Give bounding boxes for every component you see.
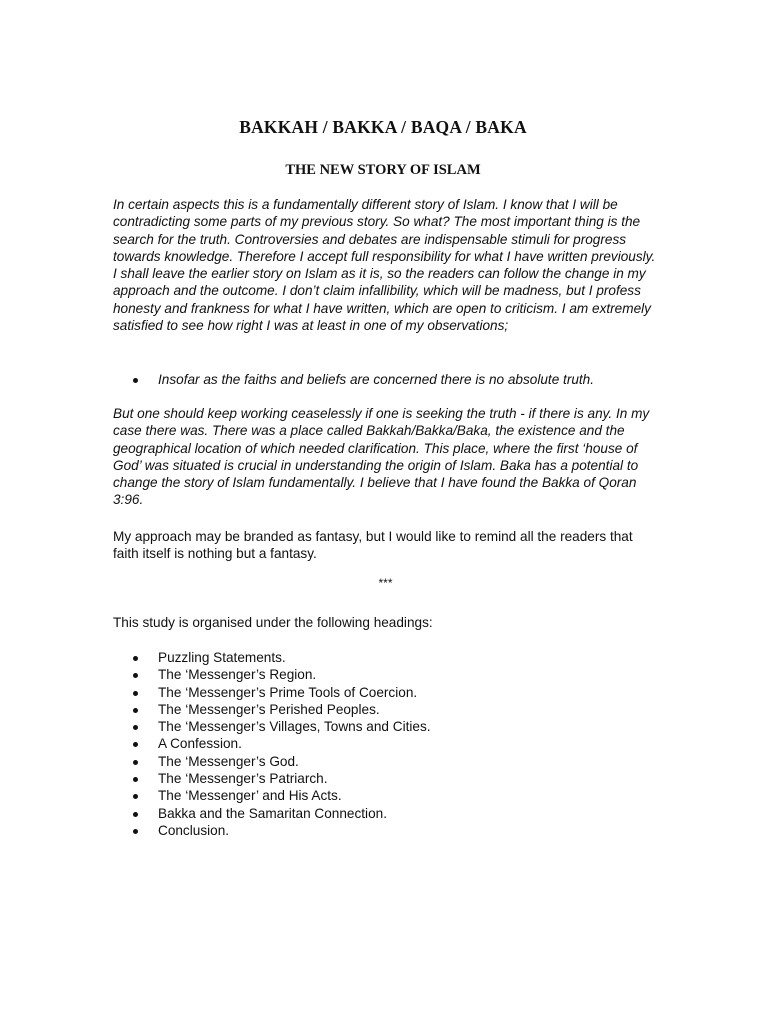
heading-item-text: The ‘Messenger’s Villages, Towns and Cities. bbox=[158, 719, 431, 735]
heading-item-text: The ‘Messenger’s God. bbox=[158, 753, 299, 769]
heading-item-text: A Confession. bbox=[158, 736, 242, 752]
bullet-icon bbox=[133, 725, 138, 730]
bullet-icon bbox=[133, 691, 138, 696]
bullet-icon bbox=[133, 760, 138, 765]
bullet-icon bbox=[133, 708, 138, 713]
document-subtitle: THE NEW STORY OF ISLAM bbox=[285, 162, 481, 178]
heading-item-text: Puzzling Statements. bbox=[158, 650, 286, 665]
list-item bbox=[113, 649, 431, 666]
bullet-icon bbox=[133, 378, 138, 383]
list-item bbox=[113, 805, 431, 822]
heading-item-text: The ‘Messenger’s Region. bbox=[158, 667, 317, 683]
bullet-icon bbox=[133, 812, 138, 817]
heading-item-text: The ‘Messenger’s Perished Peoples. bbox=[158, 701, 380, 717]
key-point-list bbox=[113, 371, 594, 388]
list-item bbox=[113, 770, 431, 787]
heading-item-text: Bakka and the Samaritan Connection. bbox=[158, 805, 387, 821]
second-paragraph: But one should keep working ceaselessly if one is seeking the truth - if there is any. In my case there was. There was a place called Bakkah/Bakka/Baka, the existence and the geographical location of which needed clarification. This place, where the first ‘house of God’ was situated is crucial in understanding the origin of Islam. Baka has a potential to change the story of Islam fundamentally. I believe that I have found the Bakka of Qoran 3:96. bbox=[113, 406, 650, 508]
document-title: BAKKAH / BAKKA / BAQA / BAKA bbox=[239, 117, 527, 137]
bullet-icon bbox=[133, 794, 138, 799]
list-item bbox=[113, 684, 431, 701]
list-item bbox=[113, 787, 431, 804]
bullet-icon bbox=[133, 829, 138, 834]
list-item bbox=[113, 371, 594, 388]
third-paragraph: My approach may be branded as fantasy, but I would like to remind all the readers that faith itself is nothing but a fantasy. bbox=[113, 529, 633, 562]
list-item bbox=[113, 718, 431, 735]
heading-item-text: Conclusion. bbox=[158, 822, 230, 838]
bullet-icon bbox=[133, 673, 138, 678]
heading-item-text: The ‘Messenger’s Prime Tools of Coercion. bbox=[158, 684, 418, 700]
list-item bbox=[113, 753, 431, 770]
heading-item-text: The ‘Messenger’s Patriarch. bbox=[158, 771, 328, 787]
section-separator: *** bbox=[378, 576, 393, 590]
key-point-text: Insofar as the faiths and beliefs are concerned there is no absolute truth. bbox=[158, 372, 595, 387]
headings-intro: This study is organised under the following headings: bbox=[113, 615, 433, 630]
list-item bbox=[113, 701, 431, 718]
headings-list bbox=[113, 649, 431, 839]
list-item bbox=[113, 735, 431, 752]
list-item bbox=[113, 666, 431, 683]
heading-item-text: The ‘Messenger’ and His Acts. bbox=[158, 788, 342, 804]
bullet-icon bbox=[133, 777, 138, 782]
bullet-icon bbox=[133, 656, 138, 661]
intro-paragraph: In certain aspects this is a fundamentally different story of Islam. I know that I will be contradicting some parts of my previous story. So what? The most important thing is the search for the truth. Controversies and debates are indispensable stimuli for progress towards knowledge. Therefore I accept full responsibility for what I have written previously. I shall leave the earlier story on Islam as it is, so the readers can follow the change in my approach and the outcome. I don’t claim infallibility, which will be madness, but I profess honesty and frankness for what I have written, which are open to criticism. I am extremely satisfied to see how right I was at least in one of my observations; bbox=[113, 197, 656, 334]
bullet-icon bbox=[133, 742, 138, 747]
list-item bbox=[113, 822, 431, 839]
